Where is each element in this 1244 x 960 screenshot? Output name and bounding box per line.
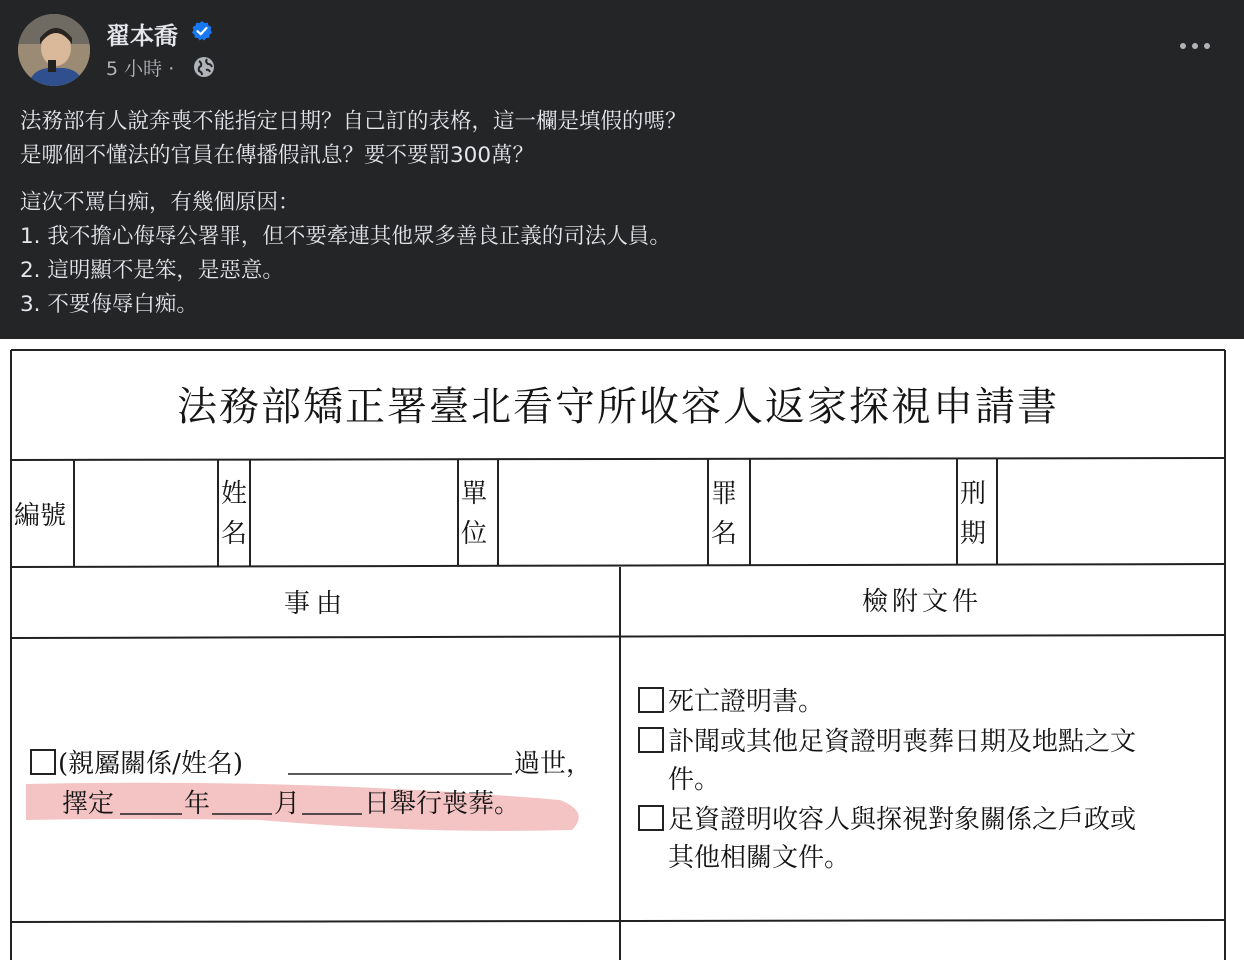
field-label-unit-2: 位 xyxy=(461,519,488,549)
reason-passed: 過世， xyxy=(514,749,593,779)
reason-select: 擇定 xyxy=(62,789,115,819)
reason-header: 事由 xyxy=(283,589,349,619)
form-title: 法務部矯正署臺北看守所收容人返家探視申請書 xyxy=(177,384,1059,430)
more-options-icon[interactable] xyxy=(1176,34,1214,58)
doc-item-cont: 件。 xyxy=(668,765,721,795)
field-label-name-2: 名 xyxy=(221,519,248,549)
verified-badge-icon xyxy=(191,20,213,42)
field-label-sentence-1: 刑 xyxy=(960,479,987,509)
post-timestamp[interactable]: 5 小時 xyxy=(106,58,163,80)
doc-item: 足資證明收容人與探視對象關係之戶政或 xyxy=(668,805,1137,835)
field-label-unit-1: 單 xyxy=(461,479,488,509)
reason-relation: (親屬關係/姓名) xyxy=(58,749,244,779)
post-text-line: 法務部有人說奔喪不能指定日期？自己訂的表格，這一欄是填假的嗎？ xyxy=(20,109,687,134)
post-text-line: 1. 我不擔心侮辱公署罪，但不要牽連其他眾多善良正義的司法人員。 xyxy=(20,224,671,249)
reason-day: 日舉行喪葬。 xyxy=(364,789,521,819)
field-label-name-1: 姓 xyxy=(221,479,248,509)
avatar[interactable] xyxy=(18,14,90,86)
reason-month: 月 xyxy=(274,789,301,819)
field-label-number: 編號 xyxy=(14,501,67,531)
doc-item-cont: 其他相關文件。 xyxy=(668,843,851,873)
post-meta xyxy=(106,54,174,81)
post-text-line: 3. 不要侮辱白痴。 xyxy=(20,292,198,317)
form-image[interactable] xyxy=(0,339,1244,960)
post-text-line: 2. 這明顯不是笨，是惡意。 xyxy=(20,258,284,283)
field-label-sentence-2: 期 xyxy=(960,519,987,549)
field-label-crime-1: 罪 xyxy=(711,479,738,509)
doc-item: 訃聞或其他足資證明喪葬日期及地點之文 xyxy=(668,727,1137,757)
post-text-line: 是哪個不懂法的官員在傳播假訊息？要不要罰300萬？ xyxy=(20,143,535,168)
author-name[interactable]: 翟本喬 xyxy=(106,22,178,50)
globe-icon[interactable] xyxy=(193,56,215,78)
doc-item: 死亡證明書。 xyxy=(668,687,825,717)
field-label-crime-2: 名 xyxy=(711,519,738,549)
facebook-post xyxy=(0,0,1244,339)
post-text-line: 這次不罵白痴，有幾個原因： xyxy=(20,190,300,215)
meta-separator: · xyxy=(168,58,175,80)
reason-year: 年 xyxy=(184,789,211,819)
docs-header: 檢附文件 xyxy=(861,587,983,617)
